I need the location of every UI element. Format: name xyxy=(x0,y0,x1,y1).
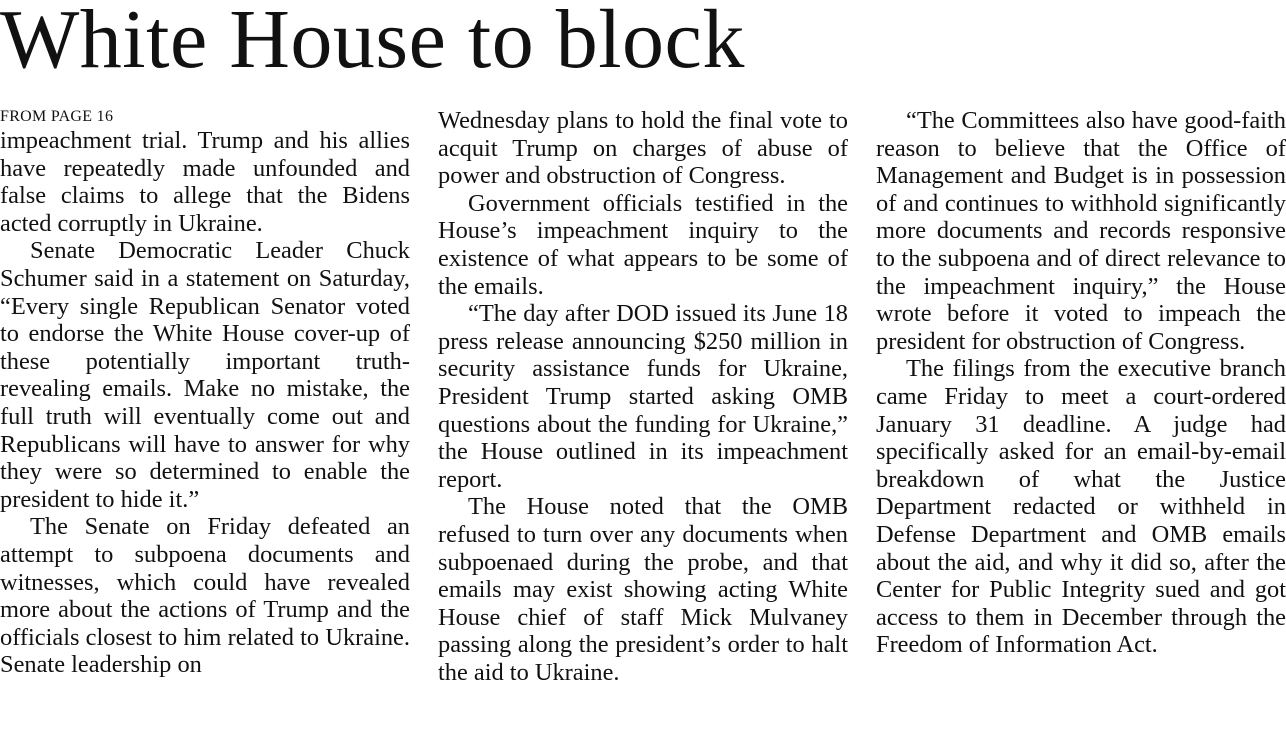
paragraph: “The day after DOD issued its June 18 press release announcing $250 million in security assistance funds for Ukraine, President Trump started asking OMB questions about the funding for Ukraine,” the House outlined in its impeachment report. xyxy=(438,300,848,493)
paragraph: Government officials testified in the House’s impeachment inquiry to the existence of what appears to be some of the emails. xyxy=(438,189,848,300)
article-column-2 xyxy=(438,107,848,686)
paragraph: Senate Democratic Leader Chuck Schumer said in a statement on Saturday, “Every single Republican Senator voted to endorse the White House cover-up of these potentially important truth-revealing emails. Make no mistake, the full truth will eventually come out and Republicans will have to answer for why they were so determined to enable the president to hide it.” xyxy=(0,237,410,513)
headline: White House to block xyxy=(0,0,745,86)
paragraph: “The Committees also have good-faith reason to believe that the Office of Management and Budget is in possession of and continues to withhold significantly more documents and records responsive to the subpoena and of direct relevance to the impeachment inquiry,” the House wrote before it voted to impeach the president for obstruction of Congress. xyxy=(876,107,1286,355)
article-column-1 xyxy=(0,107,410,679)
paragraph: The filings from the executive branch came Friday to meet a court-ordered January 31 deadline. A judge had specifically asked for an email-by-email breakdown of what the Justice Department redacted or withheld in Defense Department and OMB emails about the aid, and why it did so, after the Center for Public Integrity sued and got access to them in December through the Freedom of Information Act. xyxy=(876,355,1286,659)
article-column-3 xyxy=(876,107,1286,659)
jump-line: FROM PAGE 16 xyxy=(0,108,114,125)
paragraph: The Senate on Friday defeated an attempt to subpoena documents and witnesses, which could have revealed more about the actions of Trump and the officials closest to him related to Ukraine. Senate leadership on xyxy=(0,513,410,679)
paragraph: Wednesday plans to hold the final vote to acquit Trump on charges of abuse of power and obstruction of Congress. xyxy=(438,107,848,190)
paragraph: impeachment trial. Trump and his allies have repeatedly made unfounded and false claims to allege that the Bidens acted corruptly in Ukraine. xyxy=(0,127,410,237)
paragraph: The House noted that the OMB refused to turn over any documents when subpoenaed during the probe, and that emails may exist showing acting White House chief of staff Mick Mulvaney passing along the president’s order to halt the aid to Ukraine. xyxy=(438,493,848,686)
